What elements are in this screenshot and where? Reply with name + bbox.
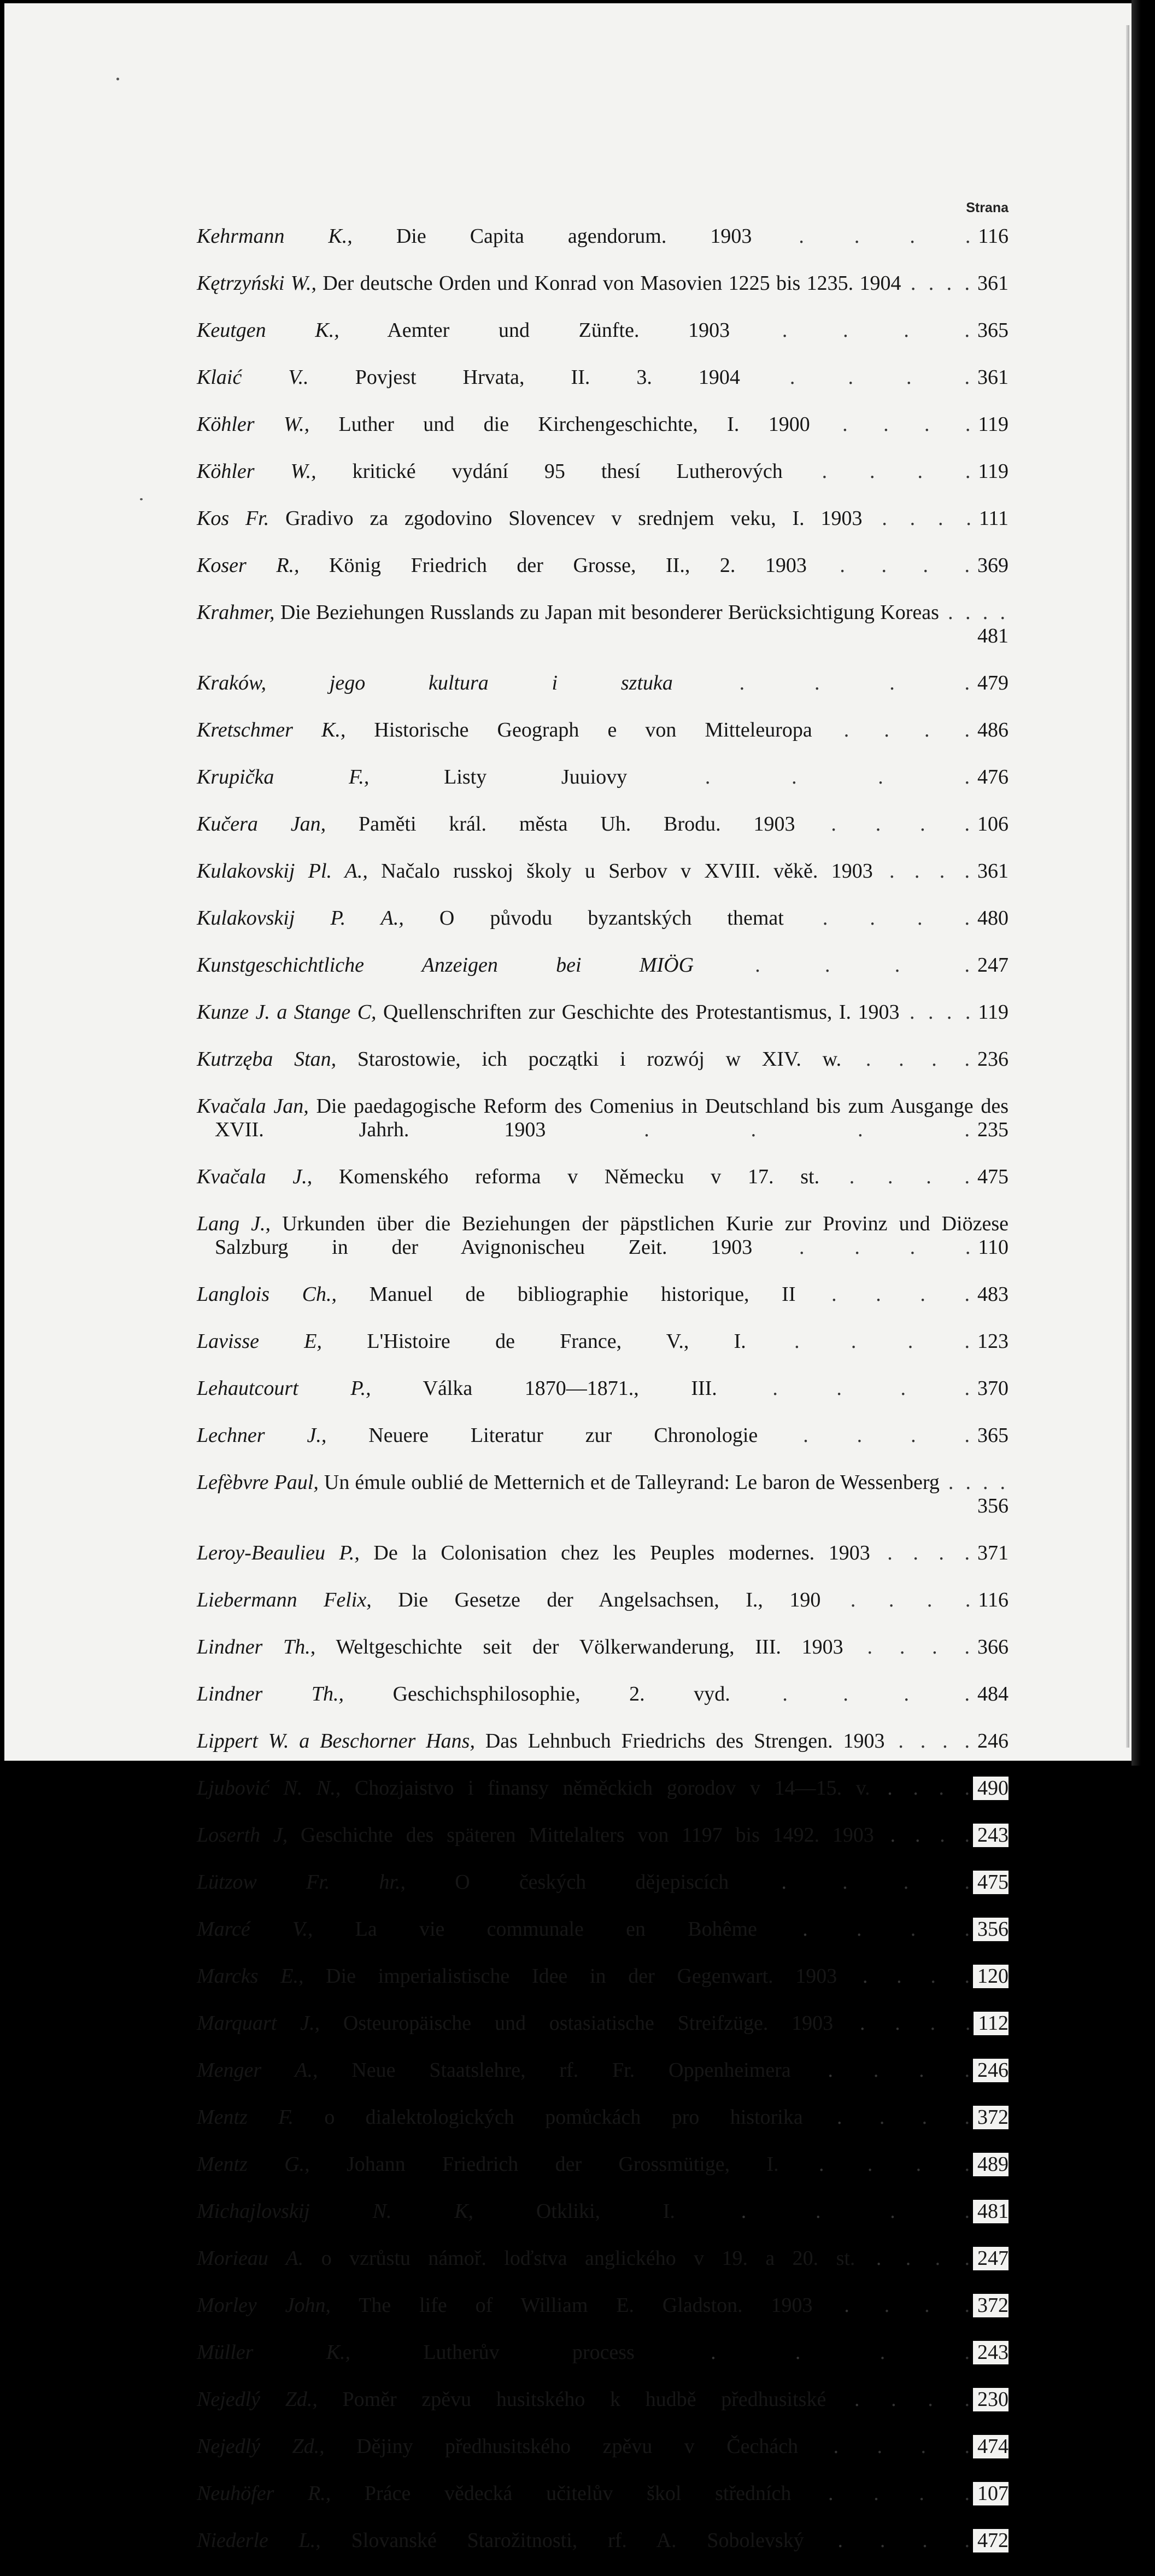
entry-title: Listy Juuiovy (369, 766, 628, 788)
entry-author: Kraków, jego kultura i sztuka (197, 671, 673, 694)
entry-page-number: 247 (973, 2247, 1009, 2270)
index-entry (197, 2341, 1009, 2388)
entry-title: Poměr zpěvu husitského k hudbě předhusitské (317, 2388, 826, 2411)
entry-title: Die Capita agendorum. 1903 (352, 225, 752, 248)
entry-author: Lippert W. a Beschorner Hans, (197, 1730, 475, 1753)
entry-title: De la Colonisation chez les Peuples modernes. 1903 (359, 1541, 870, 1564)
entry-author: Kos Fr. (197, 507, 269, 530)
dot-leader: . . . . (819, 1165, 973, 1188)
entry-title: Die imperialistische Idee in der Gegenwart. 1903 (303, 1965, 837, 1988)
entry-page-number: 476 (973, 766, 1009, 789)
dot-leader: . . . . (791, 2482, 973, 2505)
dot-leader: . . . . (804, 2529, 974, 2552)
entry-author: Marcks E., (197, 1965, 304, 1988)
index-entry (197, 1048, 1009, 1095)
entry-author: Kvačala Jan, (197, 1095, 309, 1118)
entry-title: O původu byzantských themat (403, 907, 784, 930)
entry-page-number: 475 (973, 1871, 1009, 1894)
entry-author: Mentz F. (197, 2106, 294, 2129)
entry-author: Köhler W., (197, 460, 316, 483)
entry-author: Kutrzęba Stan, (197, 1048, 337, 1071)
entry-page-number: 112 (974, 2012, 1009, 2035)
dot-leader: . . . . (795, 813, 974, 836)
entry-author: Leroy-Beaulieu P., (197, 1541, 360, 1564)
index-entry (197, 2106, 1009, 2153)
page-column-label: Strana (966, 200, 1009, 215)
index-entry (197, 2012, 1009, 2059)
entry-title: kritické vydání 95 thesí Lutherových (316, 460, 783, 483)
index-entry (197, 1001, 1009, 1048)
dot-leader: . . . . (730, 319, 974, 342)
entry-author: Mentz G., (197, 2153, 310, 2176)
entry-page-number: 107 (973, 2482, 1009, 2505)
dot-leader: . . . . (730, 1683, 973, 1705)
entry-title: o dialektologických pomůckách pro historika (294, 2106, 803, 2129)
entry-page-number: 484 (973, 1683, 1009, 1706)
entry-title: Das Lehnbuch Friedrichs des Strengen. 1903 (474, 1730, 885, 1753)
dot-leader: . . . . (812, 719, 974, 741)
dot-leader: . . . . (795, 1283, 973, 1306)
dot-leader: . . . . (820, 1588, 974, 1611)
entry-page-number: 111 (975, 507, 1009, 530)
index-entry (197, 1683, 1009, 1730)
entry-title: Komenského reforma v Německu v 17. st. (312, 1165, 820, 1188)
index-entry (197, 1965, 1009, 2012)
entry-author: Niederle L., (197, 2529, 321, 2552)
entry-title: o vzrůstu námoř. loďstva anglického v 19. a 20. st. (303, 2247, 855, 2270)
index-entry (197, 554, 1009, 601)
dot-leader: . . . . (675, 2200, 974, 2223)
entry-author: Krupička F., (197, 766, 370, 788)
dot-leader: . . . . (826, 2388, 973, 2411)
index-entry (197, 1871, 1009, 1918)
entry-page-number: 365 (973, 319, 1009, 342)
entry-title: Weltgeschichte seit der Völkerwanderung, III. 1903 (315, 1635, 843, 1658)
entry-page-number: 481 (973, 624, 1009, 648)
entry-page-number: 247 (973, 954, 1009, 977)
dot-leader: . . . . (812, 2294, 974, 2317)
dot-leader: . . . . (782, 460, 974, 483)
entry-author: Lechner J., (197, 1424, 327, 1447)
dot-leader: . . . . (783, 907, 974, 930)
index-entry (197, 1730, 1009, 1777)
entry-title: Un émule oublié de Metternich et de Talleyrand: Le baron de Wessenberg (318, 1471, 940, 1494)
dot-leader: . . . . (939, 601, 1009, 624)
entry-title: Manuel de bibliographie historique, II (337, 1283, 796, 1306)
entry-author: Kučera Jan, (197, 813, 326, 836)
entry-page-number: 119 (974, 413, 1009, 436)
entry-page-number: 489 (973, 2153, 1009, 2176)
dot-leader: . . . . (872, 860, 974, 883)
index-entry (197, 1471, 1009, 1541)
index-entry (197, 319, 1009, 366)
entry-title: Válka 1870—1871., III. (371, 1377, 717, 1400)
entry-author: Müller K., (197, 2341, 351, 2364)
page-speck (140, 498, 143, 500)
entry-page-number: 106 (973, 813, 1009, 836)
index-entry (197, 1918, 1009, 1965)
entry-author: Loserth J, (197, 1824, 288, 1847)
entry-page-number: 110 (974, 1236, 1009, 1259)
entry-page-number: 246 (973, 1730, 1009, 1753)
index-entry (197, 272, 1009, 319)
index-entry (197, 671, 1009, 719)
index-entry (197, 1588, 1009, 1635)
entry-title: Die Beziehungen Russlands zu Japan mit besonderer Berücksichtigung Koreas (274, 601, 939, 624)
index-entry (197, 1165, 1009, 1212)
dot-leader: . . . . (837, 1965, 974, 1988)
dot-leader: . . . . (672, 671, 973, 694)
entry-author: Lindner Th., (197, 1683, 344, 1705)
dot-leader: . . . . (746, 1330, 973, 1353)
entry-title: Práce vědecká učitelův škol středních (331, 2482, 792, 2505)
entry-title: Starostowie, ich początki i rozwój w XIV. w. (336, 1048, 842, 1071)
entry-author: Kunstgeschichtliche Anzeigen bei MIÖG (197, 954, 694, 977)
entry-title: Die Gesetze der Angelsachsen, I., 190 (371, 1588, 821, 1611)
entry-page-number: 361 (973, 366, 1009, 389)
entry-page-number: 479 (973, 671, 1009, 695)
index-entry (197, 413, 1009, 460)
index-entry (197, 2247, 1009, 2294)
index-entry (197, 1283, 1009, 1330)
entry-title: Osteuropäische und ostasiatische Streifzüge. 1903 (320, 2012, 834, 2035)
entry-page-number: 116 (974, 1588, 1009, 1612)
entry-page-number: 361 (973, 272, 1009, 295)
entry-page-number: 119 (974, 1001, 1009, 1024)
entry-page-number: 236 (973, 1048, 1009, 1071)
entry-author: Marquart J., (197, 2012, 320, 2035)
index-entry (197, 1212, 1009, 1283)
entry-title: Otkliki, I. (473, 2200, 675, 2223)
dot-leader: . . . . (855, 2247, 973, 2270)
index-entries (197, 225, 1009, 2576)
dot-leader: . . . . (843, 1635, 973, 1658)
entry-page-number: 356 (973, 1918, 1009, 1941)
index-entry (197, 813, 1009, 860)
dot-leader: . . . . (870, 1541, 974, 1564)
entry-title: Aemter und Zünfte. 1903 (339, 319, 730, 342)
entry-author: Kunze J. a Stange C, (197, 1001, 377, 1024)
index-entry (197, 2482, 1009, 2529)
entry-author: Kulakovskij P. A., (197, 907, 404, 930)
entry-author: Lützow Fr. hr., (197, 1871, 406, 1894)
entry-author: Lehautcourt P., (197, 1377, 371, 1400)
dot-leader: . . . . (899, 1001, 974, 1024)
dot-leader: . . . . (798, 2435, 973, 2458)
entry-author: Kretschmer K., (197, 719, 346, 741)
entry-title: Povjest Hrvata, II. 3. 1904 (308, 366, 740, 389)
dot-leader: . . . . (884, 1730, 973, 1753)
entry-author: Michajlovskij N. K, (197, 2200, 474, 2223)
index-entry (197, 225, 1009, 272)
entry-author: Kehrmann K., (197, 225, 353, 248)
entry-page-number: 486 (973, 719, 1009, 742)
entry-author: Langlois Ch., (197, 1283, 337, 1306)
dot-leader: . . . . (717, 1377, 973, 1400)
dot-leader: . . . . (740, 366, 974, 389)
dot-leader: . . . . (758, 1424, 974, 1447)
entry-author: Kvačala J., (197, 1165, 313, 1188)
entry-author: Menger A., (197, 2059, 318, 2082)
entry-title: Neuere Literatur zur Chronologie (326, 1424, 758, 1447)
dot-leader: . . . . (627, 766, 973, 788)
entry-author: Lang J., (197, 1212, 271, 1235)
entry-page-number: 361 (973, 860, 1009, 883)
entry-title: Slovanské Starožitnosti, rf. A. Sobolevský (320, 2529, 804, 2552)
entry-page-number: 481 (973, 2200, 1009, 2223)
dot-leader: . . . . (841, 1048, 974, 1071)
index-entry (197, 2153, 1009, 2200)
entry-page-number: 483 (973, 1283, 1009, 1306)
entry-title: Urkunden über die Beziehungen der päpstlichen Kurie zur Provinz und Diözese Salzburg in der Avignonischeu Zeit. 1903 (215, 1212, 1009, 1259)
entry-author: Lefèbvre Paul, (197, 1471, 319, 1494)
dot-leader: . . . . (752, 225, 974, 248)
entry-author: Klaić V.. (197, 366, 309, 389)
entry-title: Die paedagogische Reform des Comenius in Deutschland bis zum Ausgange des XVII. Jahrh. 1903 (215, 1095, 1009, 1141)
entry-author: Neuhöfer R., (197, 2482, 331, 2505)
entry-author: Morley John, (197, 2294, 331, 2317)
entry-page-number: 230 (973, 2388, 1009, 2411)
entry-author: Nejedlý Zd., (197, 2388, 318, 2411)
index-entry (197, 2529, 1009, 2576)
entry-page-number: 369 (973, 554, 1009, 577)
index-entry (197, 2200, 1009, 2247)
dot-leader: . . . . (757, 1918, 974, 1941)
index-entry (197, 1777, 1009, 1824)
index-entry (197, 2388, 1009, 2435)
entry-author: Lindner Th., (197, 1635, 316, 1658)
dot-leader: . . . . (790, 2059, 974, 2082)
entry-page-number: 246 (973, 2059, 1009, 2082)
entry-author: Krahmer, (197, 601, 275, 624)
entry-author: Liebermann Felix, (197, 1588, 372, 1611)
index-entry (197, 860, 1009, 907)
index-entry (197, 1377, 1009, 1424)
entry-page-number: 235 (973, 1118, 1009, 1142)
entry-page-number: 472 (973, 2529, 1009, 2552)
entry-title: Luther und die Kirchengeschichte, I. 1900 (309, 413, 810, 436)
entry-author: Morieau A. (197, 2247, 304, 2270)
entry-title: König Friedrich der Grosse, II., 2. 1903 (299, 554, 807, 577)
entry-title: La vie communale en Bohême (313, 1918, 757, 1941)
dot-leader: . . . . (634, 2341, 973, 2364)
index-entry (197, 2294, 1009, 2341)
dot-leader: . . . . (862, 507, 975, 530)
entry-title: Geschichsphilosophie, 2. vyd. (344, 1683, 730, 1705)
entry-page-number: 490 (973, 1777, 1009, 1800)
page-speck (116, 78, 119, 80)
entry-title: The life of William E. Gladston. 1903 (330, 2294, 813, 2317)
entry-author: Lavisse E, (197, 1330, 323, 1353)
entry-page-number: 116 (974, 225, 1009, 248)
index-entry (197, 2059, 1009, 2106)
entry-title: Gradivo za zgodovino Slovencev v srednjem veku, I. 1903 (269, 507, 863, 530)
index-entry (197, 1635, 1009, 1683)
index-entry (197, 766, 1009, 813)
entry-page-number: 365 (973, 1424, 1009, 1447)
page-fold-shadow (1126, 25, 1129, 1748)
dot-leader: . . . . (546, 1118, 973, 1141)
entry-page-number: 371 (973, 1541, 1009, 1565)
dot-leader: . . . . (729, 1871, 973, 1894)
entry-page-number: 356 (973, 1494, 1009, 1518)
entry-author: Koser R., (197, 554, 300, 577)
index-entry (197, 907, 1009, 954)
entry-page-number: 243 (973, 2341, 1009, 2364)
index-entry (197, 2435, 1009, 2482)
entry-author: Kętrzyński W., (197, 272, 316, 295)
entry-author: Ljubović N. N., (197, 1777, 341, 1800)
entry-title: Geschichte des späteren Mittelalters von 1197 bis 1492. 1903 (288, 1824, 874, 1847)
dot-leader: . . . . (802, 2106, 974, 2129)
index-entry (197, 1824, 1009, 1871)
index-entry (197, 1095, 1009, 1165)
entry-page-number: 123 (973, 1330, 1009, 1353)
dot-leader: . . . . (806, 554, 973, 577)
index-entry (197, 460, 1009, 507)
dot-leader: . . . . (939, 1471, 1009, 1494)
index-entry (197, 719, 1009, 766)
index-entry (197, 954, 1009, 1001)
entry-page-number: 120 (973, 1965, 1009, 1988)
entry-title: Chozjaistvo i finansy něměckich gorodov v 14—15. v. (341, 1777, 870, 1800)
entry-title: O českých dějepiscích (406, 1871, 729, 1894)
entry-title: Johann Friedrich der Grossmütige, I. (309, 2153, 779, 2176)
dot-leader: . . . . (873, 1824, 973, 1847)
scan-border (1131, 0, 1155, 1766)
entry-page-number: 475 (973, 1165, 1009, 1189)
entry-title: Lutherův process (350, 2341, 635, 2364)
index-entry (197, 601, 1009, 671)
entry-title: Načalo russkoj školy u Serbov v XVIII. věkě. 1903 (367, 860, 873, 883)
index-entry (197, 1541, 1009, 1588)
index-entry (197, 366, 1009, 413)
entry-title: Historische Geograph e von Mitteleuropa (345, 719, 812, 741)
index-entry (197, 1424, 1009, 1471)
entry-page-number: 119 (974, 460, 1009, 483)
book-page (4, 3, 1131, 2552)
entry-title: Dějiny předhusitského zpěvu v Čechách (324, 2435, 799, 2458)
dot-leader: . . . . (778, 2153, 974, 2176)
dot-leader: . . . . (752, 1236, 974, 1259)
entry-author: Keutgen K., (197, 319, 339, 342)
entry-page-number: 474 (973, 2435, 1009, 2458)
entry-page-number: 370 (973, 1377, 1009, 1400)
entry-page-number: 366 (973, 1635, 1009, 1659)
dot-leader: . . . . (901, 272, 974, 295)
entry-title: Der deutsche Orden und Konrad von Masovien 1225 bis 1235. 1904 (316, 272, 901, 295)
dot-leader: . . . . (694, 954, 974, 977)
entry-author: Kulakovskij Pl. A., (197, 860, 368, 883)
entry-title: Paměti král. města Uh. Brodu. 1903 (326, 813, 795, 836)
entry-page-number: 243 (973, 1824, 1009, 1847)
dot-leader: . . . . (810, 413, 974, 436)
entry-author: Nejedlý Zd., (197, 2435, 325, 2458)
entry-page-number: 372 (973, 2106, 1009, 2129)
entry-author: Marcé V., (197, 1918, 313, 1941)
entry-title: Quellenschriften zur Geschichte des Protestantismus, I. 1903 (376, 1001, 900, 1024)
entry-page-number: 372 (973, 2294, 1009, 2317)
entry-author: Köhler W., (197, 413, 310, 436)
entry-title: L'Histoire de France, V., I. (322, 1330, 746, 1353)
dot-leader: . . . . (833, 2012, 974, 2035)
entry-title: Neue Staatslehre, rf. Fr. Oppenheimera (318, 2059, 791, 2082)
dot-leader: . . . . (870, 1777, 973, 1800)
index-entry (197, 507, 1009, 554)
entry-page-number: 480 (973, 907, 1009, 930)
index-entry (197, 1330, 1009, 1377)
